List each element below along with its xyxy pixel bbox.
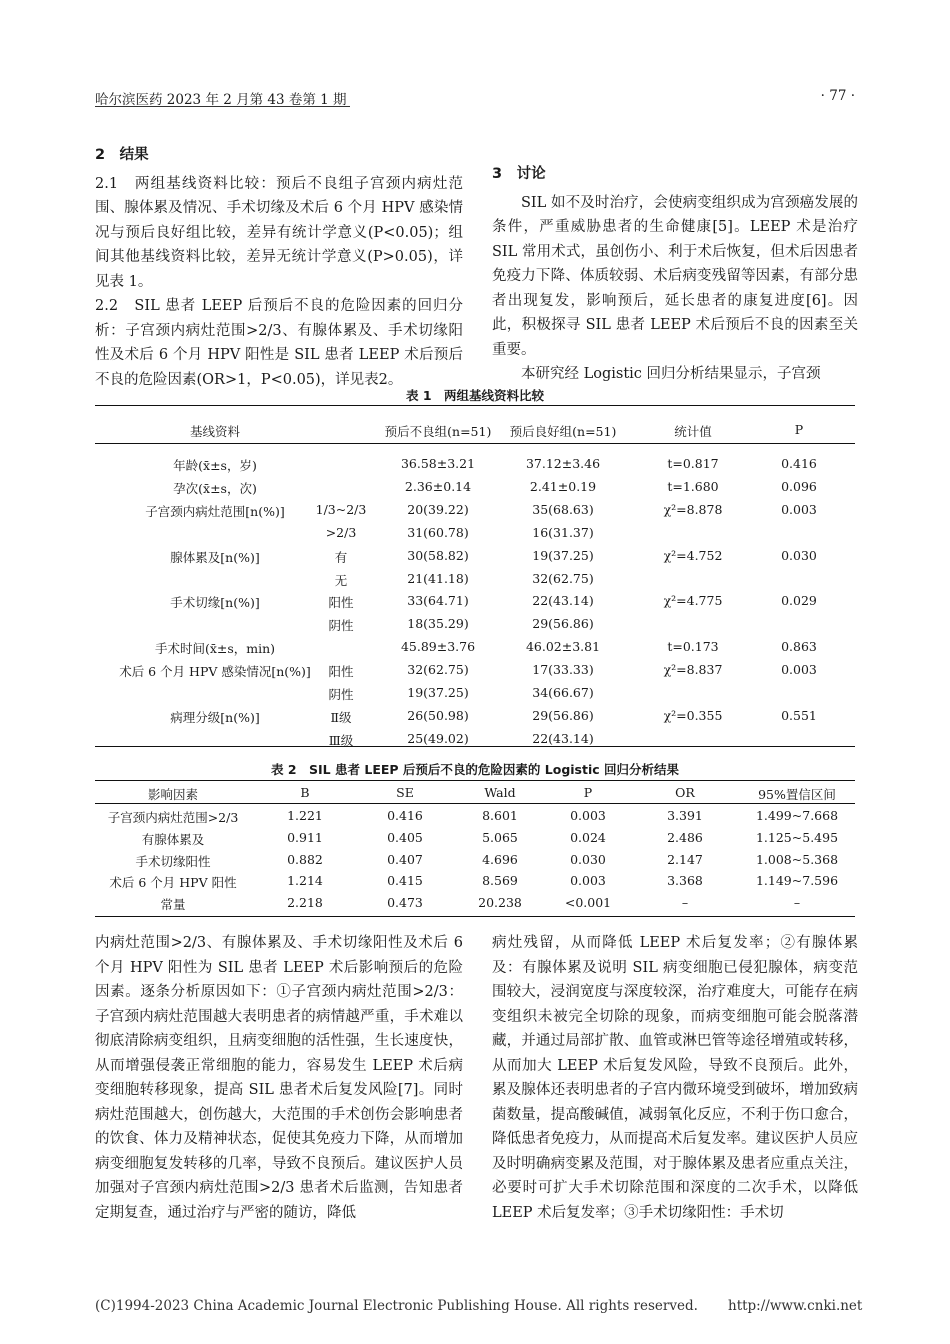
journal-title: 哈尔滨医药 2023 年 2 月第 43 卷第 1 期 bbox=[95, 92, 347, 108]
table1-cell: 46.02±3.81 bbox=[525, 639, 601, 655]
table2-cell: 1.499~7.668 bbox=[755, 808, 839, 823]
table2-cell: 0.024 bbox=[570, 829, 606, 845]
discussion-continued-right bbox=[492, 931, 858, 1225]
table1-cell: 30(58.82) bbox=[407, 547, 469, 563]
table1-header-cell: 预后良好组(n=51) bbox=[509, 424, 617, 439]
cnki-link[interactable]: http://www.cnki.net bbox=[728, 1298, 863, 1314]
table2-cell: 1.221 bbox=[287, 808, 323, 823]
copyright-text: (C)1994-2023 China Academic Journal Electronic Publishing House. All rights reserved. bbox=[95, 1298, 698, 1314]
table2-cell: 0.473 bbox=[387, 895, 423, 911]
table2-cell: 有腺体累及 bbox=[141, 831, 205, 847]
table2-cell: 0.030 bbox=[570, 851, 606, 867]
page-number: · 77 · bbox=[820, 88, 855, 104]
table1-cell: 阴性 bbox=[328, 618, 354, 634]
table1-cell: 33(64.71) bbox=[407, 593, 469, 609]
running-header bbox=[95, 84, 855, 110]
table1-cell: 22(43.14) bbox=[532, 730, 594, 746]
table2-cell: 3.368 bbox=[667, 873, 703, 889]
table1-cell: Ⅲ级 bbox=[328, 732, 354, 748]
table1-cell: 29(56.86) bbox=[532, 616, 594, 632]
table1-cell: >2/3 bbox=[325, 524, 357, 540]
table2-caption: 表 2 SIL 患者 LEEP 后预后不良的危险因素的 Logistic 回归分析结果 bbox=[270, 762, 680, 777]
table2-cell: 0.407 bbox=[387, 851, 423, 867]
table2-cell: 0.415 bbox=[387, 873, 423, 889]
table1-cell: 1/3~2/3 bbox=[315, 501, 367, 517]
table2 bbox=[95, 780, 855, 917]
table1-top-rule bbox=[95, 405, 855, 406]
table1-header-cell: 基线资料 bbox=[189, 424, 241, 439]
table2-bottom-rule bbox=[95, 916, 855, 917]
table1-cell: 18(35.29) bbox=[407, 616, 469, 632]
table1-cell: t=0.173 bbox=[667, 639, 719, 655]
discussion-continued-left bbox=[95, 931, 463, 1225]
table2-cell: 5.065 bbox=[482, 829, 518, 845]
table1-cell: 26(50.98) bbox=[407, 707, 469, 723]
table1-cell: 2.41±0.19 bbox=[529, 478, 597, 494]
table1-cell: 25(49.02) bbox=[407, 730, 469, 746]
table2-cell: 2.147 bbox=[667, 851, 703, 867]
table2-cell: 0.003 bbox=[570, 873, 606, 889]
table1-cell: 20(39.22) bbox=[407, 501, 469, 517]
table2-cell: 0.911 bbox=[287, 829, 323, 845]
table2-header-rule bbox=[95, 803, 855, 804]
table1-cell: χ²=4.752 bbox=[663, 547, 723, 563]
table1-header-cell: 预后不良组(n=51) bbox=[384, 424, 492, 439]
table2-cell: 4.696 bbox=[482, 851, 518, 867]
table2-cell: – bbox=[681, 895, 689, 911]
table1-cell: 0.096 bbox=[781, 478, 817, 494]
table1-cell: 手术时间(x̄±s，min) bbox=[154, 641, 276, 657]
table1-cell: 阴性 bbox=[328, 687, 354, 702]
table1-cell: χ²=0.355 bbox=[663, 707, 723, 723]
table2-header-cell: Wald bbox=[484, 785, 516, 800]
table2-cell: <0.001 bbox=[564, 895, 612, 911]
table1-header-rule bbox=[95, 443, 855, 444]
table1-cell: 2.36±0.14 bbox=[404, 478, 472, 494]
table1-cell: 19(37.25) bbox=[532, 547, 594, 563]
section-heading-discussion: 3 讨论 bbox=[492, 166, 546, 182]
table2-cell: 常量 bbox=[160, 897, 186, 913]
table1-cell: χ²=8.878 bbox=[663, 501, 723, 517]
table2-cell: 手术切缘阳性 bbox=[135, 853, 211, 869]
table1-cell: 手术切缘[n(%)] bbox=[170, 595, 260, 611]
table1-cell: 16(31.37) bbox=[532, 524, 594, 540]
table1-cell: 孕次(x̄±s，次) bbox=[173, 480, 257, 496]
copyright-footer bbox=[95, 1298, 863, 1314]
table2-cell: 0.882 bbox=[287, 851, 323, 867]
table1-cell: 36.58±3.21 bbox=[400, 456, 476, 471]
table1-cell: 37.12±3.46 bbox=[525, 456, 601, 471]
table1-cell: 无 bbox=[334, 572, 348, 588]
table2-header-cell: SE bbox=[396, 785, 414, 800]
table1 bbox=[95, 405, 855, 748]
table1-cell: χ²=4.775 bbox=[663, 593, 723, 609]
table1-cell: 子宫颈内病灶范围[n(%)] bbox=[145, 503, 285, 519]
table2-cell: 2.218 bbox=[287, 895, 323, 911]
table2-cell: – bbox=[793, 895, 801, 911]
table1-cell: 19(37.25) bbox=[407, 685, 469, 700]
table1-cell: 45.89±3.76 bbox=[400, 639, 476, 655]
table1-cell: χ²=8.837 bbox=[663, 662, 723, 678]
table2-header-cell: P bbox=[583, 785, 593, 800]
table2-top-rule bbox=[95, 780, 855, 781]
table1-cell: 32(62.75) bbox=[532, 570, 594, 586]
table2-cell: 1.214 bbox=[287, 873, 323, 889]
table1-cell: 0.003 bbox=[781, 662, 817, 678]
table2-cell: 20.238 bbox=[478, 895, 522, 911]
table1-cell: 0.003 bbox=[781, 501, 817, 517]
table2-header-cell: 影响因素 bbox=[147, 787, 199, 802]
table1-cell: 0.029 bbox=[781, 593, 817, 609]
table2-header-cell: OR bbox=[675, 785, 695, 800]
table1-header-cell: P bbox=[794, 422, 804, 437]
table2-cell: 1.125~5.495 bbox=[755, 829, 839, 845]
table1-cell: 34(66.67) bbox=[532, 685, 594, 700]
table2-cell: 2.486 bbox=[667, 829, 703, 845]
table1-cell: Ⅱ级 bbox=[330, 709, 352, 725]
table2-cell: 子宫颈内病灶范围>2/3 bbox=[107, 810, 239, 825]
discussion-section bbox=[492, 162, 858, 387]
table1-cell: 年龄(x̄±s，岁) bbox=[173, 458, 257, 473]
table1-cell: 腺体累及[n(%)] bbox=[170, 549, 260, 565]
table1-cell: 0.416 bbox=[781, 456, 817, 471]
table1-cell: 0.551 bbox=[781, 707, 817, 723]
table1-cell: 有 bbox=[334, 549, 348, 565]
table1-cell: 0.030 bbox=[781, 547, 817, 563]
table1-cell: 21(41.18) bbox=[407, 570, 469, 586]
results-section bbox=[95, 143, 463, 392]
table1-cell: 22(43.14) bbox=[532, 593, 594, 609]
discussion-paragraph-1: SIL 如不及时治疗，会使病变组织成为宫颈癌发展的条件，严重威胁患者的生命健康[5]。LEEP 术是治疗 SIL 常用术式，虽创伤小、利于术后恢复，但术后因患者免疫力下降、体质较弱、术后病变残留等因素，有部分患者出现复发，影响预后，延长患者的康复进度[6]。因此，积极探寻 SIL 患者 LEEP 术后预后不良的因素至关重要。 bbox=[492, 194, 858, 358]
table1-cell: t=1.680 bbox=[667, 478, 719, 494]
table1-cell: 术后 6 个月 HPV 感染情况[n(%)] bbox=[119, 664, 311, 680]
table1-cell: 32(62.75) bbox=[407, 662, 469, 678]
results-paragraph-2-2: 2.2 SIL 患者 LEEP 后预后不良的危险因素的回归分析：子宫颈内病灶范围>2/3、有腺体累及、手术切缘阳性及术后 6 个月 HPV 阳性是 SIL 患者 LEEP 术后预后不良的危险因素(OR>1，P<0.05)，详见表2。 bbox=[95, 298, 463, 388]
table2-cell: 0.003 bbox=[570, 808, 606, 823]
table1-cell: 31(60.78) bbox=[407, 524, 469, 540]
table2-cell: 1.149~7.596 bbox=[755, 873, 839, 889]
table1-header-cell: 统计值 bbox=[674, 424, 712, 439]
section-heading-results: 2 结果 bbox=[95, 147, 149, 163]
table1-cell: t=0.817 bbox=[667, 456, 719, 471]
table1-caption: 表 1 两组基线资料比较 bbox=[405, 388, 545, 403]
table2-header-cell: B bbox=[300, 785, 310, 800]
table2-cell: 8.569 bbox=[482, 873, 518, 889]
table2-cell: 0.416 bbox=[387, 808, 423, 823]
discussion-paragraph-4: 病灶残留，从而降低 LEEP 术后复发率；②有腺体累及：有腺体累及说明 SIL 病变细胞已侵犯腺体，病变范围较大，浸润宽度与深度较深，治疗难度大，可能存在病变组织未被完全切除的现象，而病变细胞可能会脱落潜藏，并通过局部扩散、血管或淋巴管等途径增殖或转移，从而加大 LEEP 术后复发风险，导致不良预后。此外，累及腺体还表明患者的子宫内微环境受到破坏，增加致病菌数量，提高酸碱值，减弱氧化反应，不利于伤口愈合，降低患者免疫力，从而提高术后复发率。建议医护人员应及时明确病变累及范围，对于腺体累及患者应重点关注，必要时可扩大手术切除范围和深度的二次手术，以降低 LEEP 术后复发率；③手术切缘阳性：手术切 bbox=[492, 935, 858, 1221]
discussion-paragraph-2: 本研究经 Logistic 回归分析结果显示，子宫颈 bbox=[521, 366, 821, 382]
table1-bottom-rule bbox=[95, 746, 855, 747]
table1-cell: 35(68.63) bbox=[532, 501, 594, 517]
table1-cell: 17(33.33) bbox=[532, 662, 594, 678]
header-rule bbox=[95, 106, 350, 107]
table2-cell: 术后 6 个月 HPV 阳性 bbox=[109, 875, 237, 891]
table1-cell: 0.863 bbox=[781, 639, 817, 655]
table1-cell: 阳性 bbox=[328, 664, 354, 680]
table2-cell: 8.601 bbox=[482, 808, 518, 823]
table2-header-cell: 95%置信区间 bbox=[758, 787, 836, 802]
table1-cell: 病理分级[n(%)] bbox=[170, 709, 260, 725]
table2-cell: 0.405 bbox=[387, 829, 423, 845]
results-paragraph-2-1: 2.1 两组基线资料比较：预后不良组子宫颈内病灶范围、腺体累及情况、手术切缘及术后 6 个月 HPV 感染情况与预后良好组比较，差异有统计学意义(P<0.05)；组间其他基线资料比较，差异无统计学意义(P>0.05)，详见表 1。 bbox=[95, 175, 463, 290]
discussion-paragraph-3: 内病灶范围>2/3、有腺体累及、手术切缘阳性及术后 6 个月 HPV 阳性为 SIL 患者 LEEP 术后影响预后的危险因素。逐条分析原因如下：①子宫颈内病灶范围>2/3：子宫颈内病灶范围越大表明患者的病情越严重，手术难以彻底清除病变组织，且病变细胞的活性强，生长速度快，从而增强侵袭正常细胞的能力，容易发生 LEEP 术后病变细胞转移现象，提高 SIL 患者术后复发风险[7]。同时病灶范围越大，创伤越大，大范围的手术创伤会影响患者的饮食、体力及精神状态，促使其免疫力下降，从而增加病变细胞复发转移的几率，导致不良预后。建议医护人员加强对子宫颈内病灶范围>2/3 患者术后监测，告知患者定期复查，通过治疗与严密的随访，降低 bbox=[95, 935, 463, 1221]
table2-cell: 1.008~5.368 bbox=[755, 851, 839, 867]
table1-cell: 阳性 bbox=[328, 595, 354, 611]
table2-cell: 3.391 bbox=[667, 808, 703, 823]
table1-cell: 29(56.86) bbox=[532, 707, 594, 723]
